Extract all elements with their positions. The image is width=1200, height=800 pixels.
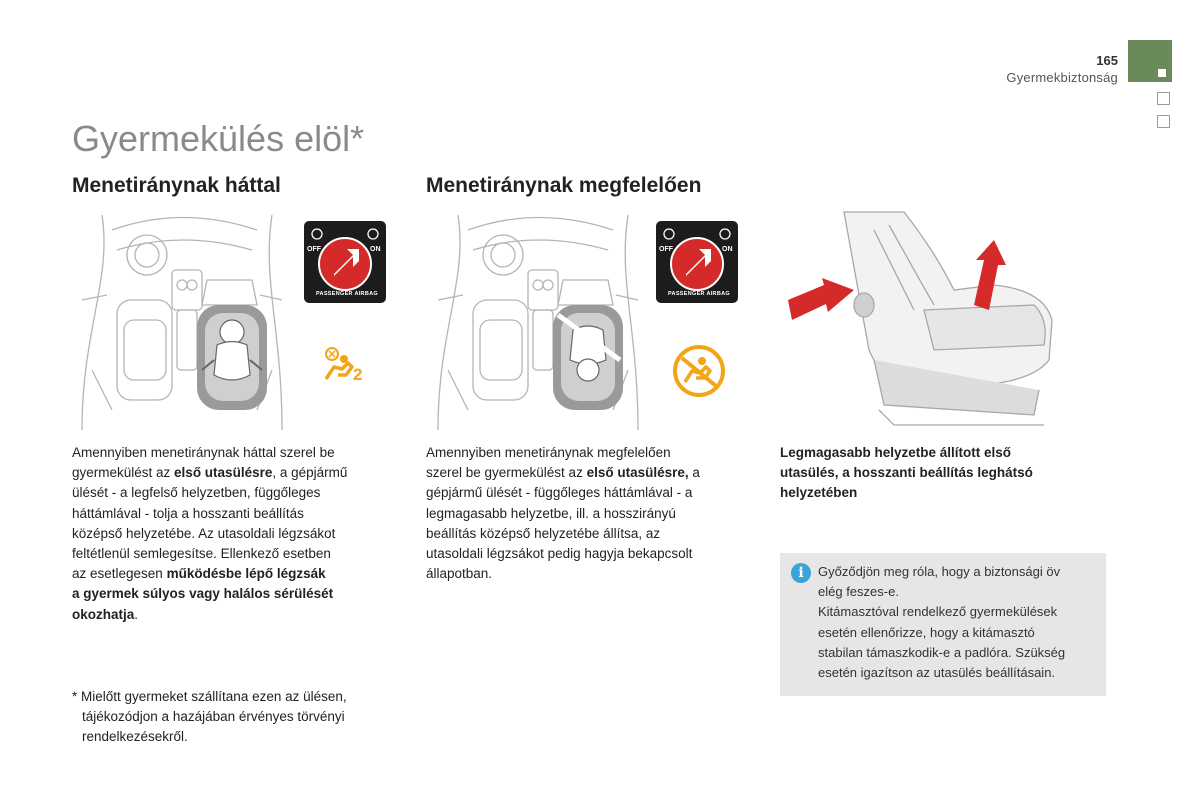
section-name: Gyermekbiztonság <box>1006 70 1118 85</box>
airbag-on-label: ON <box>722 246 733 253</box>
note-line: esetén igazítson az utasülés beállításain. <box>818 665 1056 681</box>
footnote <box>72 687 402 748</box>
text-line: szerel be gyermekülést az első utasülésre, a <box>426 465 700 481</box>
rear-facing-instructions <box>72 443 402 625</box>
text-line: beállítás középső helyzetébe állítsa, az <box>426 525 661 541</box>
text-line: utasoldali légzsákot pedig hagyja bekapcsolt <box>426 546 693 562</box>
passenger-airbag-label: PASSENGER AIRBAG <box>668 291 730 297</box>
airbag-icon-number: 2 <box>353 365 363 384</box>
airbag-on-label: ON <box>370 246 381 253</box>
heading-rear-facing: Menetiránynak háttal <box>72 174 281 197</box>
text-line: az esetlegesen működésbe lépő légzsák <box>72 566 326 582</box>
note-line: elég feszes-e. <box>818 584 899 600</box>
text-line: Amennyiben menetiránynak háttal szerel be <box>72 445 335 460</box>
text-line: feltétlenül semlegesítse. Ellenkező esetben <box>72 546 331 562</box>
airbag-off-label: OFF <box>307 246 321 253</box>
text-line: gépjármű ülését - függőleges háttámlával - a <box>426 485 693 501</box>
page-number: 165 <box>1096 53 1118 68</box>
seat-position-caption <box>780 443 1110 504</box>
airbag-active-icon <box>320 345 366 385</box>
text-line: legmagasabb helyzetbe, ill. a hosszirányú <box>426 505 676 521</box>
footnote-line: * Mielőtt gyermeket szállítana ezen az ülésen, <box>72 689 347 704</box>
passenger-seat-illustration <box>784 210 1054 430</box>
note-line: stabilan támaszkodik-e a padlóra. Szükség <box>818 644 1066 660</box>
chapter-tab <box>1128 40 1172 82</box>
child-seat-forward <box>553 305 623 410</box>
active-tab-marker <box>1158 69 1166 77</box>
child-seat-rear <box>197 305 267 410</box>
page-title: Gyermekülés elöl* <box>72 118 365 159</box>
airbag-off-label: OFF <box>659 246 673 253</box>
text-line: Amennyiben menetiránynak megfelelően <box>426 445 671 460</box>
text-line: a gyermek súlyos vagy halálos sérülését <box>72 586 334 602</box>
airbag-deactivated-warning-icon <box>672 344 726 398</box>
info-note-text <box>818 562 1098 683</box>
passenger-airbag-label: PASSENGER AIRBAG <box>316 291 378 297</box>
chapter-tab-box <box>1157 115 1170 128</box>
note-line: esetén ellenőrizze, hogy a kitámasztó <box>818 624 1035 640</box>
note-line: Győződjön meg róla, hogy a biztonsági öv <box>818 564 1061 579</box>
text-line: utasülés, a hosszanti beállítás leghátsó <box>780 465 1033 481</box>
text-line: ülését - a legfelső helyzetben, függőleges <box>72 485 321 501</box>
info-icon: i <box>791 563 811 583</box>
text-line: középső helyzetébe. Az utasoldali légzsákot <box>72 525 336 541</box>
passenger-airbag-off-panel <box>304 221 386 303</box>
seat-adjustment-figure <box>784 210 1054 430</box>
note-line: Kitámasztóval rendelkező gyermekülések <box>818 604 1058 620</box>
text-line: háttámlával - tolja a hosszanti beállítás <box>72 505 304 521</box>
text-line: okozhatja. <box>72 606 139 622</box>
footnote-line: tájékozódjon a hazájában érvényes törvényi <box>82 709 345 725</box>
text-line: gyermekülést az első utasülésre, a gépjármű <box>72 465 348 481</box>
text-line: állapotban. <box>426 566 493 582</box>
heading-forward-facing: Menetiránynak megfelelően <box>426 174 702 197</box>
footnote-line: rendelkezésekről. <box>82 729 188 745</box>
chapter-tab-box <box>1157 92 1170 105</box>
passenger-airbag-on-panel <box>656 221 738 303</box>
text-line: Legmagasabb helyzetbe állított első <box>780 445 1012 460</box>
forward-facing-instructions <box>426 443 756 584</box>
longitudinal-adjust-arrow <box>788 278 854 320</box>
text-line: helyzetében <box>780 485 858 501</box>
